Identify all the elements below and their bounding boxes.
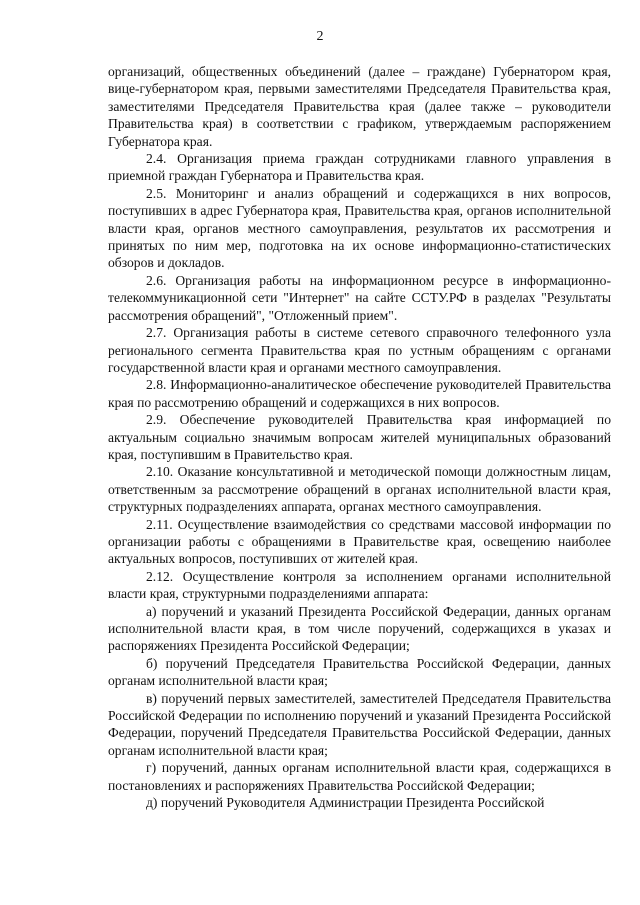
page-number: 2 [316,29,324,44]
paragraph-2-7: 2.7. Организация работы в системе сетевого справочного телефонного узла регионального сегмента Правительства края по устным обращениям с органами государственной власти края и органами местного самоуправления. [108,325,611,375]
list-item-g: г) поручений, данных органам исполнительной власти края, содержащихся в постановлениях и распоряжениях Правительства Российской Федерации; [108,760,611,793]
paragraph-2-4: 2.4. Организация приема граждан сотрудниками главного управления в приемной граждан Губернатора и Правительства края. [108,151,611,184]
list-item-b: б) поручений Председателя Правительства Российской Федерации, данных органам исполнительной власти края; [108,655,611,689]
paragraph-continuation: организаций, общественных объединений (далее – граждане) Губернатором края, вице-губернатором края, первыми заместителями Председателя Правительства края, заместителями Председателя Правительства края (далее также – руководители Правительства края) в соответствии с графиком, утверждаемым распоряжением Губернатора края. [108,64,611,149]
list-item-d: д) поручений Руководителя Администрации Президента Российской [146,795,545,811]
paragraph-2-5: 2.5. Мониторинг и анализ обращений и содержащихся в них вопросов, поступивших в адрес Губернатора края, Правительства края, органов исполнительной власти края, органов местного самоуправления, результатов их рассмотрения и принятых по ним мер, подготовка на их основе информационно-статистических обзоров и докладов. [108,185,611,271]
paragraph-2-10: 2.10. Оказание консультативной и методической помощи должностным лицам, ответственным за рассмотрение обращений в органах исполнительной власти края, структурных подразделениях аппарата, органах местного самоуправления. [108,464,611,515]
list-item-a: а) поручений и указаний Президента Российской Федерации, данных органам исполнительной власти края, в том числе поручений, содержащихся в указах и распоряжениях Президента Российской Федерации; [108,603,611,654]
paragraph-2-12: 2.12. Осуществление контроля за исполнением органами исполнительной власти края, структурными подразделениями аппарата: [108,568,611,602]
list-item-v: в) поручений первых заместителей, заместителей Председателя Правительства Российской Федерации по исполнению поручений и указаний Президента Российской Федерации, поручений Председателя Правительства Российской Федерации, данных органам исполнительной власти края; [108,690,611,758]
paragraph-2-9: 2.9. Обеспечение руководителей Правительства края информацией по актуальным социально значимым вопросам жителей муниципальных образований края, поступившим в Правительство края. [108,412,611,462]
document-body [108,63,611,811]
paragraph-2-8: 2.8. Информационно-аналитическое обеспечение руководителей Правительства края по рассмотрению обращений и содержащихся в них вопросов. [108,377,611,410]
paragraph-2-11: 2.11. Осуществление взаимодействия со средствами массовой информации по организации работы с обращениями в Правительстве края, освещению наиболее актуальных вопросов, поступивших от жителей края. [108,516,611,567]
paragraph-2-6: 2.6. Организация работы на информационном ресурсе в информационно-телекоммуникационной сети "Интернет" на сайте ССТУ.РФ в разделах "Результаты рассмотрения обращений", "Отложенный прием". [108,272,611,323]
